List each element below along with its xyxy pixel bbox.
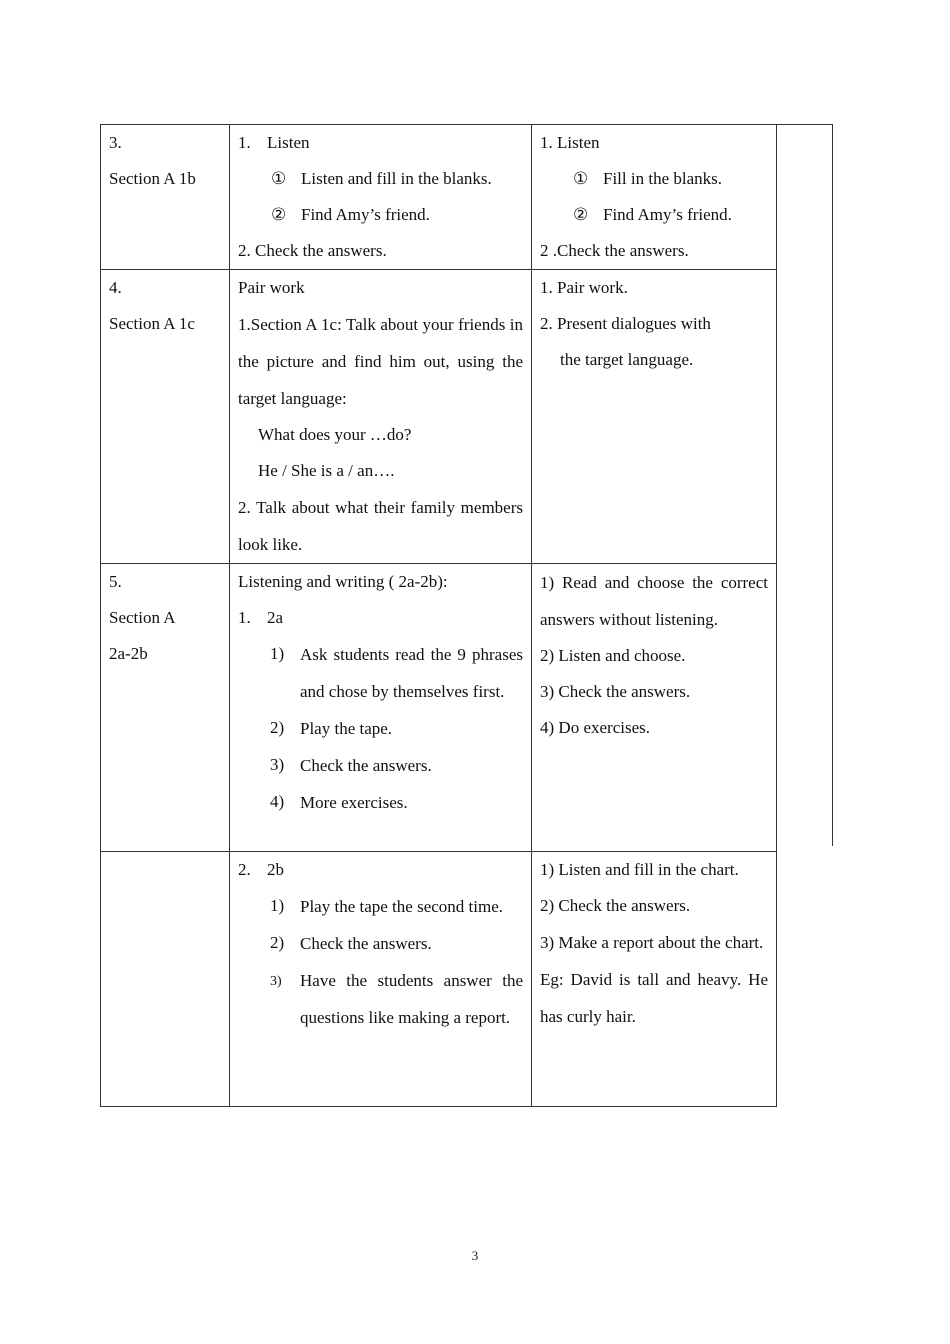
- teacher-heading: Pair work: [238, 278, 305, 297]
- step-number: 4.: [109, 278, 122, 297]
- step-section: Section A 1b: [109, 169, 196, 188]
- step-section: Section A 1c: [109, 314, 195, 333]
- student-activity-cell: [532, 564, 777, 852]
- step-number: 5.: [109, 572, 122, 591]
- teacher-subitem: 1) Ask students read the 9 phrases and chose by themselves first.: [270, 644, 523, 701]
- student-item: Eg: David is tall and heavy. He has curly hair.: [540, 970, 768, 1026]
- teacher-item: 2. 2b: [238, 860, 284, 879]
- step-cell: [101, 125, 230, 270]
- empty-fourth-column: [775, 124, 833, 846]
- step-number: 3.: [109, 133, 122, 152]
- step-cell: [101, 564, 230, 852]
- teacher-item: 1. Listen: [238, 133, 310, 152]
- student-subitem: ① Fill in the blanks.: [573, 169, 722, 188]
- student-subitem: ② Find Amy’s friend.: [573, 205, 732, 224]
- step-cell: [101, 852, 230, 1107]
- teacher-item: 2. Talk about what their family members look like.: [238, 498, 523, 554]
- teacher-activity-cell: [230, 270, 532, 564]
- student-item: 1. Listen: [540, 133, 600, 152]
- teacher-item: 1. 2a: [238, 608, 284, 627]
- student-item: 3) Check the answers.: [540, 682, 691, 701]
- teacher-subitem: 3) Check the answers.: [270, 755, 432, 775]
- table-row: [101, 564, 777, 852]
- teacher-subitem: ① Listen and fill in the blanks.: [271, 169, 492, 188]
- student-item: 2) Check the answers.: [540, 896, 691, 915]
- teacher-heading: Listening and writing ( 2a-2b):: [238, 572, 448, 591]
- student-item: 1) Listen and fill in the chart.: [540, 860, 739, 879]
- step-section-range: 2a-2b: [109, 644, 148, 663]
- teacher-subitem: 1) Play the tape the second time.: [270, 896, 503, 916]
- page-number: 3: [471, 1248, 479, 1263]
- student-activity-cell: [532, 125, 777, 270]
- student-item: 1. Pair work.: [540, 278, 628, 297]
- teacher-item: 1.Section A 1c: Talk about your friends in the picture and find him out, using the target language:: [238, 315, 523, 408]
- student-activity-cell: [532, 852, 777, 1107]
- table-row: [101, 270, 777, 564]
- teacher-subitem: 2) Play the tape.: [270, 718, 393, 738]
- student-item: 1) Read and choose the correct answers without listening.: [540, 573, 768, 629]
- student-item: 2 .Check the answers.: [540, 241, 689, 260]
- student-item: 2. Present dialogues with: [540, 314, 711, 333]
- table-row: [101, 852, 777, 1107]
- teacher-example: What does your …do?: [258, 425, 412, 444]
- teacher-subitem: 3) Have the students answer the questions like making a report.: [270, 971, 523, 1027]
- teacher-activity-cell: [230, 125, 532, 270]
- lesson-plan-table: [100, 124, 777, 1107]
- table-row: [101, 125, 777, 270]
- teacher-item: 2. Check the answers.: [238, 241, 387, 260]
- step-cell: [101, 270, 230, 564]
- student-activity-cell: [532, 270, 777, 564]
- teacher-example: He / She is a / an….: [258, 461, 395, 480]
- step-section: Section A: [109, 608, 176, 627]
- teacher-activity-cell: [230, 852, 532, 1107]
- student-item-continued: the target language.: [560, 350, 694, 369]
- teacher-subitem: 2) Check the answers.: [270, 933, 432, 953]
- teacher-subitem: 4) More exercises.: [270, 792, 408, 812]
- teacher-activity-cell: [230, 564, 532, 852]
- student-item: 3) Make a report about the chart.: [540, 933, 764, 952]
- teacher-subitem: ② Find Amy’s friend.: [271, 205, 430, 224]
- student-item: 4) Do exercises.: [540, 718, 650, 737]
- student-item: 2) Listen and choose.: [540, 646, 686, 665]
